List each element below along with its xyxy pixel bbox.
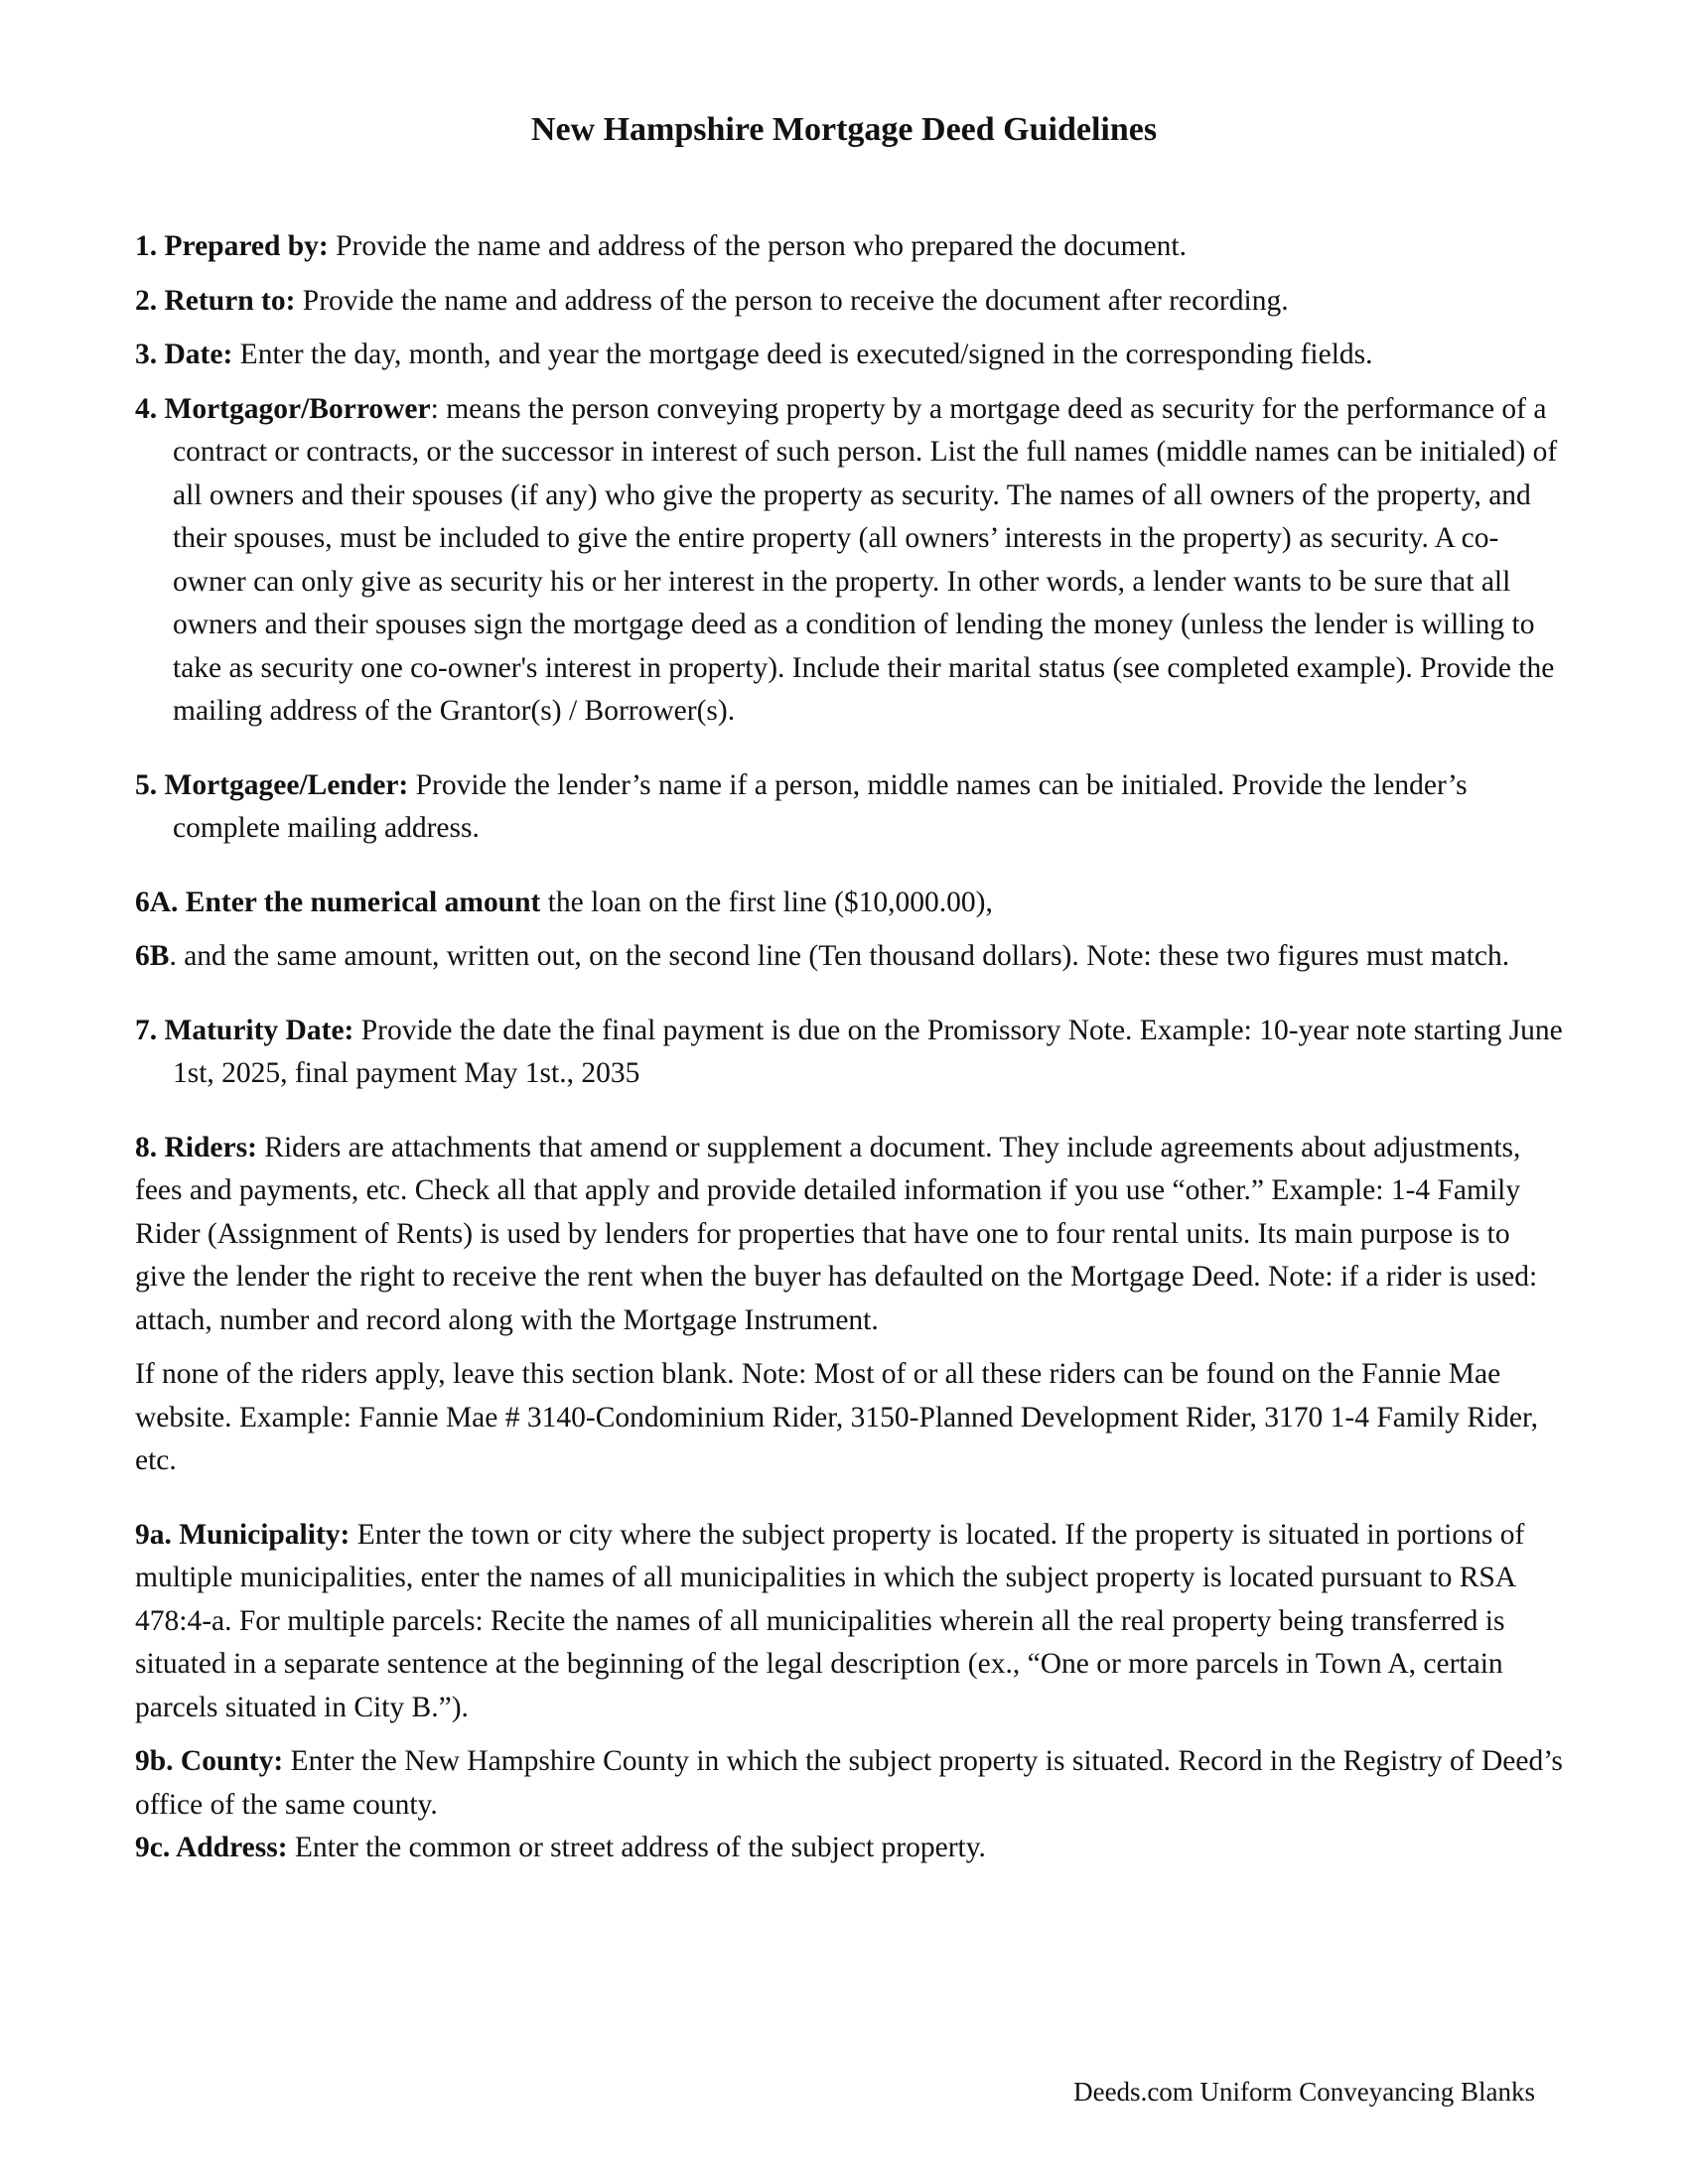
item-label: 9c. Address: (135, 1832, 288, 1863)
item-mortgagee (135, 764, 1565, 851)
item-amount-numeric (135, 882, 1565, 925)
item-prepared-by (135, 225, 1565, 269)
item-text: : means the person conveying property by a mortgage deed as security for the performance of a contract or contracts, or the successor in interest of such person. List the full names (middle names can be initialed) of all owners and their spouses (if any) who give the property as security. The names of all owners of the property, and their spouses, must be included to give the entire property (all owners’ interests in the property) as security. A co-owner can only give as security his or her interest in the property. In other words, a lender wants to be sure that all owners and their spouses sign the mortgage deed as a condition of lending the money (unless the lender is willing to take as security one co-owner's interest in property). Include their marital status (see completed example). Provide the mailing address of the Grantor(s) / Borrower(s). (173, 392, 1558, 727)
item-label: 3. Date: (135, 339, 233, 370)
item-label: 2. Return to: (135, 284, 296, 317)
item-maturity-date (135, 1010, 1565, 1096)
item-label: 9b. County: (135, 1745, 284, 1777)
item-label: 5. Mortgagee/Lender: (135, 768, 409, 801)
item-address (135, 1827, 1565, 1870)
item-text: . and the same amount, written out, on the second line (Ten thousand dollars). Note: these two figures must match. (169, 940, 1510, 972)
item-amount-written (135, 935, 1565, 979)
item-text: Enter the day, month, and year the mortgage deed is executed/signed in the corresponding fields. (232, 339, 1373, 370)
item-label: 6B (135, 940, 170, 972)
item-mortgagor (135, 388, 1565, 734)
riders-note: If none of the riders apply, leave this section blank. Note: Most of or all these riders can be found on the Fannie Mae website. Example: Fannie Mae # 3140-Condominium Rider, 3150-Planned Development Rider, 3170 1-4 Family Rider, etc. (135, 1358, 1539, 1476)
item-return-to (135, 280, 1565, 324)
item-text: Provide the date the final payment is due on the Promissory Note. Example: 10-year note starting June 1st, 2025, final payment May 1st., 2035 (173, 1014, 1563, 1089)
item-label: 1. Prepared by: (135, 230, 329, 262)
item-label: 7. Maturity Date: (135, 1014, 354, 1046)
item-text: Enter the New Hampshire County in which the subject property is situated. Record in the Registry of Deed’s office of the same county. (135, 1745, 1563, 1821)
guidelines-body (135, 225, 1565, 1870)
item-date (135, 334, 1565, 377)
item-text: Provide the lender’s name if a person, middle names can be initialed. Provide the lender’s complete mailing address. (173, 768, 1468, 844)
item-label: 6A. Enter the numerical amount (135, 886, 541, 918)
item-text: Provide the name and address of the person to receive the document after recording. (295, 284, 1289, 317)
item-county (135, 1740, 1565, 1827)
item-riders (135, 1127, 1565, 1343)
item-text: the loan on the first line ($10,000.00), (540, 886, 993, 918)
item-text: Enter the town or city where the subject property is located. If the property is situated in portions of multiple municipalities, enter the names of all municipalities in which the subject property is located pursuant to RSA 478:4-a. For multiple parcels: Recite the names of all municipalities wherein all the real property being transferred is situated in a separate sentence at the beginning of the legal description (ex., “One or more parcels in Town A, certain parcels situated in City B.”). (135, 1518, 1525, 1723)
item-label: 8. Riders: (135, 1131, 257, 1163)
item-label: 9a. Municipality: (135, 1518, 351, 1551)
page-title: New Hampshire Mortgage Deed Guidelines (530, 111, 1158, 148)
item-text: Enter the common or street address of the subject property. (287, 1832, 986, 1863)
item-municipality (135, 1514, 1565, 1730)
footer-brand: Deeds.com Uniform Conveyancing Blanks (1073, 2077, 1535, 2107)
item-text: Provide the name and address of the person who prepared the document. (328, 230, 1187, 262)
item-text: Riders are attachments that amend or supplement a document. They include agreements about adjustments, fees and payments, etc. Check all that apply and provide detailed information if you use “other.” Example: 1-4 Family Rider (Assignment of Rents) is used by lenders for properties that have one to four rental units. Its main purpose is to give the lender the right to receive the rent when the buyer has defaulted on the Mortgage Deed. Note: if a rider is used: attach, number and record along with the Mortgage Instrument. (135, 1131, 1538, 1336)
item-label: 4. Mortgagor/Borrower (135, 392, 431, 425)
